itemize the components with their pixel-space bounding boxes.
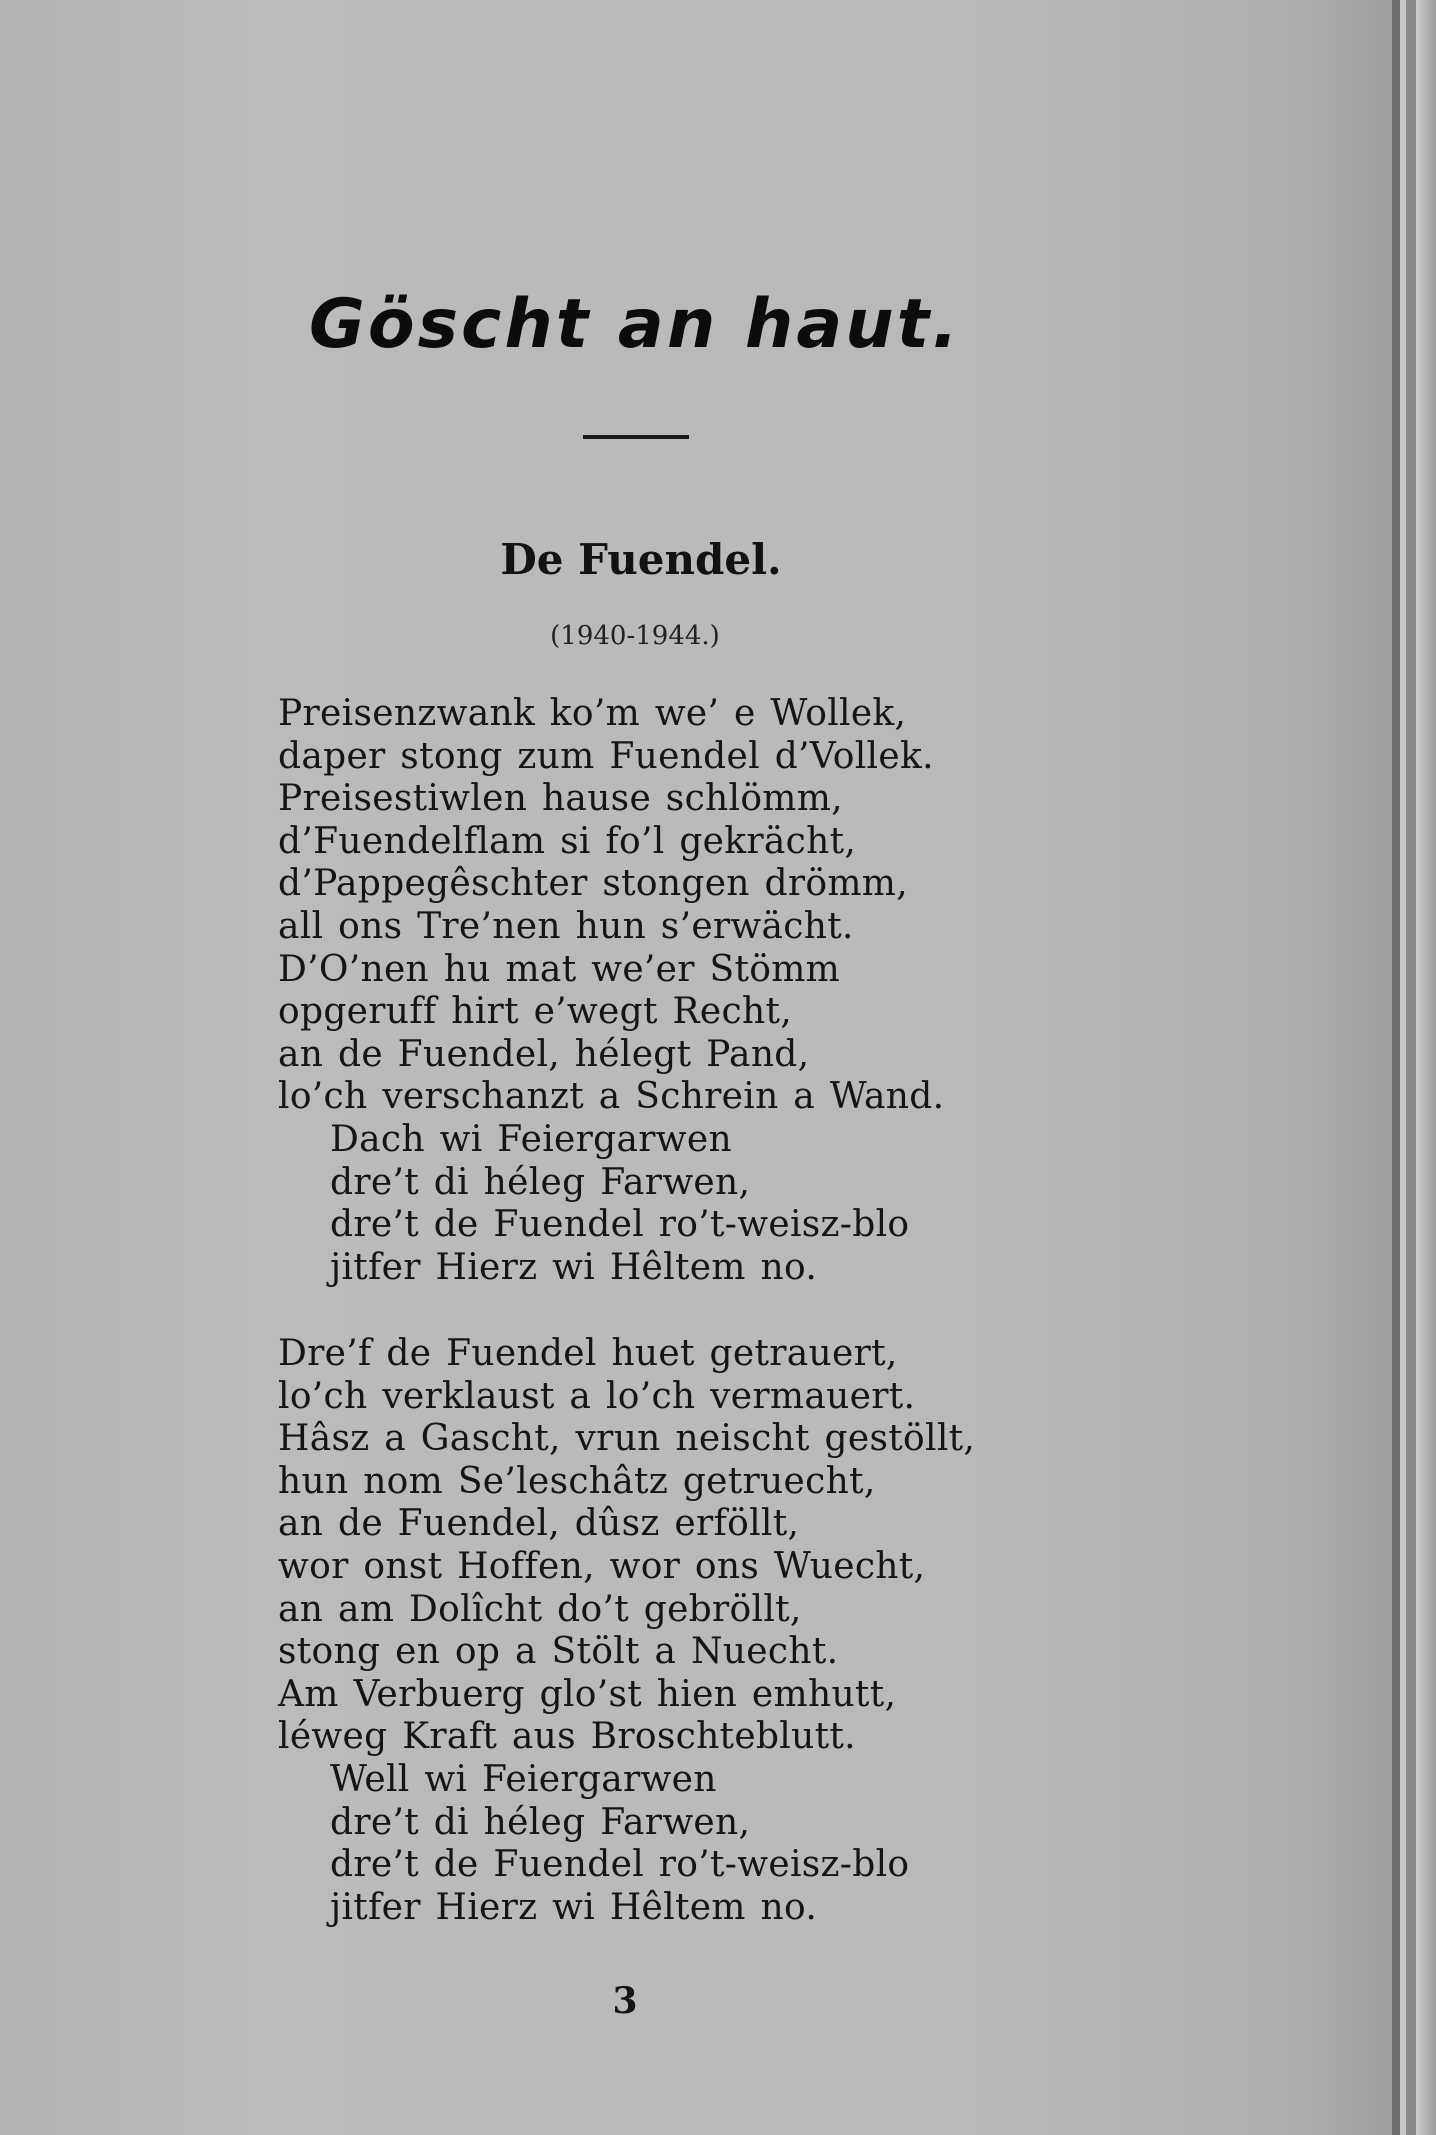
book-spine-edge <box>1392 0 1400 2135</box>
refrain-line: dre’t de Fuendel ro’t-weisz-blo <box>330 1204 910 1246</box>
poem-date: (1940-1944.) <box>550 621 720 651</box>
verse-line: an am Dolîcht do’t gebröllt, <box>278 1588 802 1630</box>
verse-line: D’O’nen hu mat we’er Stömm <box>278 948 841 990</box>
verse-line: Hâsz a Gascht, vrun neischt gestöllt, <box>278 1418 976 1460</box>
refrain-line: dre’t de Fuendel ro’t-weisz-blo <box>330 1844 910 1886</box>
verse-line: an de Fuendel, hélegt Pand, <box>278 1033 810 1075</box>
verse-line: Preisenzwank ko’m we’ e Wollek, <box>278 693 907 734</box>
stanza-1 <box>278 693 1018 1289</box>
verse-line: stong en op a Stölt a Nuecht. <box>278 1631 839 1673</box>
verse-line: léweg Kraft aus Broschteblutt. <box>278 1716 856 1758</box>
verse-line: an de Fuendel, dûsz erföllt, <box>278 1503 800 1545</box>
verse-line: Am Verbuerg glo’st hien emhutt, <box>278 1673 897 1715</box>
refrain-line: jitfer Hierz wi Hêltem no. <box>330 1246 818 1288</box>
poem-title: De Fuendel. <box>500 535 782 584</box>
book-spine-edge <box>1416 0 1436 2135</box>
verse-line: Dre’f de Fuendel huet getrauert, <box>278 1333 898 1374</box>
refrain-line: dre’t di héleg Farwen, <box>330 1801 751 1843</box>
book-spine-edge <box>1406 0 1416 2135</box>
verse-line: all ons Tre’nen hun s’erwächt. <box>278 905 854 947</box>
verse-line: wor onst Hoffen, wor ons Wuecht, <box>278 1545 926 1587</box>
refrain-line: Dach wi Feiergarwen <box>330 1118 732 1160</box>
verse-line: hun nom Se’leschâtz getruecht, <box>278 1460 876 1502</box>
title-divider <box>583 435 689 439</box>
verse-line: Preisestiwlen hause schlömm, <box>278 778 843 820</box>
page-number: 3 <box>612 1980 638 2022</box>
verse-line: lo’ch verschanzt a Schrein a Wand. <box>278 1076 945 1118</box>
verse-line: opgeruff hirt e’wegt Recht, <box>278 991 792 1033</box>
verse-line: d’Pappegêschter stongen drömm, <box>278 863 908 905</box>
verse-line: lo’ch verklaust a lo’ch vermauert. <box>278 1375 916 1417</box>
verse-line: d’Fuendelflam si fo’l gekrächt, <box>278 820 857 862</box>
refrain-line: dre’t di héleg Farwen, <box>330 1161 751 1203</box>
section-title: Göscht an haut. <box>309 285 961 364</box>
stanza-2 <box>278 1333 1018 1929</box>
verse-line: daper stong zum Fuendel d’Vollek. <box>278 735 934 777</box>
refrain-line: Well wi Feiergarwen <box>330 1758 717 1800</box>
refrain-line: jitfer Hierz wi Hêltem no. <box>330 1886 818 1928</box>
